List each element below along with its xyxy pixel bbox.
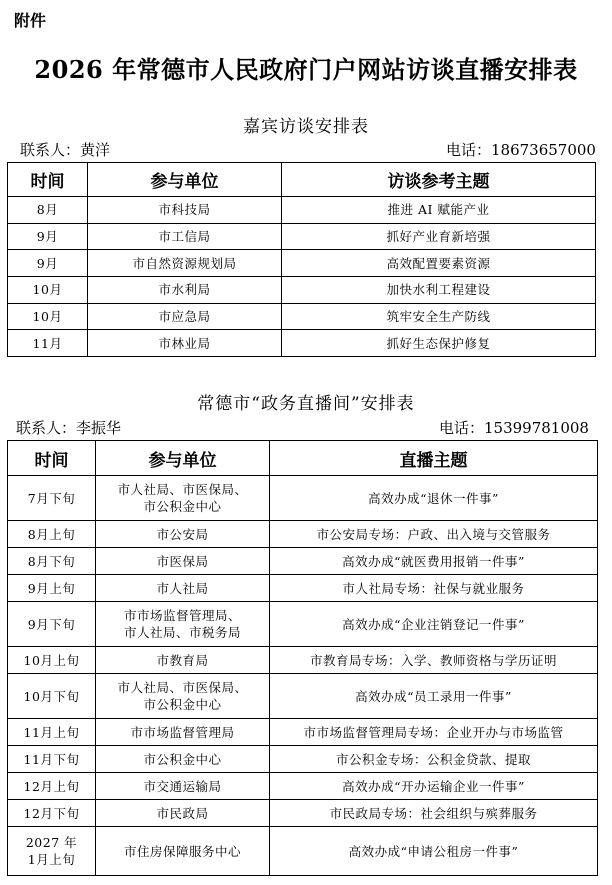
- table-row: [8, 521, 598, 548]
- section1-contact-row: [0, 139, 612, 159]
- cell-time: 11月: [8, 330, 88, 357]
- cell-time: [8, 827, 96, 876]
- cell-topic: 市民政局专场：社会组织与殡葬服务: [270, 800, 598, 827]
- table-row: [8, 303, 596, 330]
- table-row: [8, 223, 596, 250]
- table-row: [8, 647, 598, 674]
- cell-topic: 市公积金专场：公积金贷款、提取: [270, 746, 598, 773]
- cell-topic: 抓好产业育新培强: [282, 223, 596, 250]
- cell-unit-line: 市公积金中心: [143, 499, 222, 514]
- cell-time-line: 10月上旬: [23, 652, 80, 668]
- cell-topic: 加快水利工程建设: [282, 277, 596, 304]
- cell-unit: [96, 476, 270, 521]
- cell-unit-line: 市公积金中心: [143, 751, 222, 767]
- cell-time-line: 8月上旬: [27, 526, 76, 542]
- cell-time: [8, 674, 96, 719]
- cell-unit-line: 市人社局、市医保局、: [117, 680, 248, 695]
- cell-topic: 筑牢安全生产防线: [282, 303, 596, 330]
- cell-unit: [96, 800, 270, 827]
- cell-topic: 市市场监督管理局专场：企业开办与市场监管: [270, 719, 598, 746]
- section2-contact-phone: 电话：15399781008: [439, 419, 589, 437]
- cell-time: [8, 773, 96, 800]
- table-row: [8, 548, 598, 575]
- cell-unit-line: 市人社局: [156, 580, 209, 596]
- cell-time-line: 11月上旬: [23, 724, 80, 740]
- document-title: 2026 年常德市人民政府门户网站访谈直播安排表: [34, 55, 578, 84]
- cell-unit: [96, 719, 270, 746]
- cell-time: [8, 476, 96, 521]
- table-header-row: [8, 163, 596, 197]
- cell-unit: 市工信局: [88, 223, 282, 250]
- cell-time-line: 1月上旬: [27, 852, 76, 867]
- attachment-label: 附件: [14, 11, 47, 30]
- cell-time-line: 8月下旬: [27, 553, 76, 569]
- table-row: [8, 277, 596, 304]
- cell-time: [8, 719, 96, 746]
- section2-contact-row: [0, 417, 612, 437]
- cell-unit-line: 市交通运输局: [143, 778, 222, 794]
- cell-time: [8, 575, 96, 602]
- cell-time-line: 9月下旬: [27, 616, 76, 632]
- table-row: [8, 773, 598, 800]
- table-row: [8, 602, 598, 647]
- cell-time: [8, 548, 96, 575]
- cell-unit-line: 市医保局: [156, 553, 209, 569]
- cell-unit-line: 市公安局: [156, 526, 209, 542]
- cell-unit-line: 市公积金中心: [143, 697, 222, 712]
- cell-unit: [96, 647, 270, 674]
- cell-topic: 高效办成“退休一件事”: [270, 476, 598, 521]
- live-broadcast-table: [7, 440, 598, 876]
- cell-topic: 高效办成“企业注销登记一件事”: [270, 602, 598, 647]
- section1-contact-person: 联系人：黄洋: [20, 141, 111, 159]
- cell-unit-line: 市人社局、市医保局、: [117, 482, 248, 497]
- cell-unit-line: 市教育局: [156, 652, 209, 668]
- section2-contact-person: 联系人：李振华: [16, 419, 122, 437]
- cell-unit: 市自然资源规划局: [88, 250, 282, 277]
- table-header-row: [8, 441, 598, 476]
- cell-time: [8, 602, 96, 647]
- cell-time-line: 10月下旬: [23, 688, 80, 704]
- cell-unit: [96, 827, 270, 876]
- table-row: [8, 827, 598, 876]
- cell-time: 9月: [8, 223, 88, 250]
- cell-unit-line: 市民政局: [156, 805, 209, 821]
- cell-topic: 市教育局专场：入学、教师资格与学历证明: [270, 647, 598, 674]
- cell-unit: [96, 674, 270, 719]
- cell-topic: 高效办成“申请公租房一件事”: [270, 827, 598, 876]
- cell-unit: 市应急局: [88, 303, 282, 330]
- header-time: 时间: [8, 163, 88, 197]
- cell-unit-line: 市市场监督管理局: [130, 724, 235, 740]
- cell-time: 10月: [8, 277, 88, 304]
- cell-unit: [96, 548, 270, 575]
- cell-unit: [96, 746, 270, 773]
- cell-unit: [96, 773, 270, 800]
- table-row: [8, 674, 598, 719]
- header-unit: 参与单位: [96, 441, 270, 476]
- cell-unit: [96, 602, 270, 647]
- cell-time-line: 12月下旬: [23, 805, 80, 821]
- cell-topic: 高效办成“员工录用一件事”: [270, 674, 598, 719]
- cell-time: 10月: [8, 303, 88, 330]
- cell-topic: 高效配置要素资源: [282, 250, 596, 277]
- cell-time: 9月: [8, 250, 88, 277]
- cell-time-line: 11月下旬: [23, 751, 80, 767]
- cell-topic: 市人社局专场：社保与就业服务: [270, 575, 598, 602]
- table-row: [8, 197, 596, 224]
- cell-unit: 市水利局: [88, 277, 282, 304]
- cell-time-line: 12月上旬: [23, 778, 80, 794]
- table-row: [8, 800, 598, 827]
- cell-topic: 抓好生态保护修复: [282, 330, 596, 357]
- cell-time-line: 2027 年: [25, 835, 78, 850]
- table-row: [8, 746, 598, 773]
- cell-time: [8, 521, 96, 548]
- cell-unit-line: 市市场监督管理局、: [123, 608, 241, 623]
- header-topic: 直播主题: [270, 441, 598, 476]
- cell-unit-line: 市住房保障服务中心: [123, 843, 241, 859]
- cell-topic: 高效办成“就医费用报销一件事”: [270, 548, 598, 575]
- cell-unit-line: 市人社局、市税务局: [123, 625, 241, 640]
- cell-topic: 推进 AI 赋能产业: [282, 197, 596, 224]
- cell-unit: [96, 575, 270, 602]
- table-row: [8, 719, 598, 746]
- cell-topic: 高效办成“开办运输企业一件事”: [270, 773, 598, 800]
- guest-interview-table: [7, 162, 596, 357]
- table-row: [8, 330, 596, 357]
- table-row: [8, 250, 596, 277]
- cell-unit: [96, 521, 270, 548]
- table-row: [8, 575, 598, 602]
- cell-time: [8, 746, 96, 773]
- table-row: [8, 476, 598, 521]
- guest-interview-table-title: 嘉宾访谈安排表: [243, 117, 369, 137]
- header-topic: 访谈参考主题: [282, 163, 596, 197]
- cell-unit: 市林业局: [88, 330, 282, 357]
- section1-contact-phone: 电话：18673657000: [446, 141, 596, 159]
- live-broadcast-table-title: 常德市“政务直播间”安排表: [197, 394, 415, 414]
- cell-time: [8, 647, 96, 674]
- header-time: 时间: [8, 441, 96, 476]
- cell-time: [8, 800, 96, 827]
- cell-topic: 市公安局专场：户政、出入境与交管服务: [270, 521, 598, 548]
- cell-time-line: 9月上旬: [27, 580, 76, 596]
- header-unit: 参与单位: [88, 163, 282, 197]
- cell-time-line: 7月下旬: [27, 490, 76, 506]
- cell-unit: 市科技局: [88, 197, 282, 224]
- cell-time: 8月: [8, 197, 88, 224]
